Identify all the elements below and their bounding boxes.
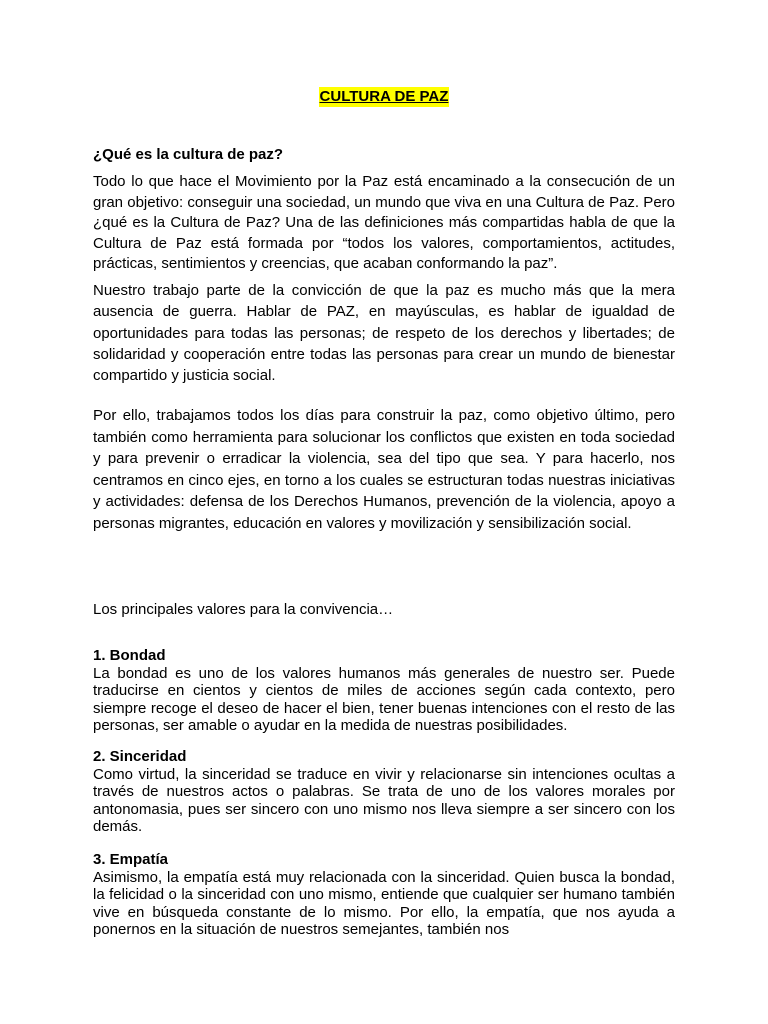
value-heading: 3. Empatía bbox=[93, 851, 169, 868]
section-question-heading: ¿Qué es la cultura de paz? bbox=[93, 146, 284, 163]
paragraph-work-axes: Por ello, trabajamos todos los días para construir la paz, como objetivo último, pero también como herramienta para solucionar los conflictos que existen en toda sociedad y para prevenir o erradicar la violencia, sea del tipo que sea. Y para hacerlo, nos centramos en cinco ejes, en torno a los cuales se estructuran todas nuestras iniciativas y actividades: defensa de los Derechos Humanos, prevención de la violencia, apoyo a personas migrantes, educación en valores y movilización y sensibilización social. bbox=[93, 407, 675, 532]
paragraph-conviction: Nuestro trabajo parte de la convicción de que la paz es mucho más que la mera ausencia de guerra. Hablar de PAZ, en mayúsculas, es hablar de igualdad de oportunidades para todas las personas; de respeto de los derechos y libertades; de solidaridad y cooperación entre todas las personas para crear un mundo de bienestar compartido y justicia social. bbox=[93, 282, 675, 385]
value-text: La bondad es uno de los valores humanos más generales de nuestro ser. Puede traducirse en cientos y cientos de miles de acciones según cada contexto, pero siempre recoge el deseo de hacer el bien, tener buenas intenciones con el resto de las personas, ser amable o ayudar en la medida de nuestras posibilidades. bbox=[93, 664, 675, 734]
paragraph-definition: Todo lo que hace el Movimiento por la Paz está encaminado a la consecución de un gran objetivo: conseguir una sociedad, un mundo que viva en una Cultura de Paz. Pero ¿qué es la Cultura de Paz? Una de las definiciones más compartidas habla de que la Cultura de Paz está formada por “todos los valores, comportamientos, actitudes, prácticas, sentimientos y creencias, que acaban conformando la paz”. bbox=[93, 173, 675, 272]
values-intro: Los principales valores para la convivencia… bbox=[93, 601, 394, 618]
value-text: Asimismo, la empatía está muy relacionada con la sinceridad. Quien busca la bondad, la felicidad o la sinceridad con uno mismo, entiende que cualquier ser humano también vive en búsqueda constante de lo mismo. Por ello, la empatía, que nos ayuda a ponernos en la situación de nuestros semejantes, también nos bbox=[93, 868, 675, 938]
value-section-empatia bbox=[93, 851, 675, 939]
value-text: Como virtud, la sinceridad se traduce en vivir y relacionarse sin intenciones ocultas a través de nuestros actos o palabras. Se trata de uno de los valores morales por antonomasia, pues ser sincero con uno mismo nos lleva siempre a ser sincero con los demás. bbox=[93, 765, 675, 835]
value-section-bondad bbox=[93, 647, 675, 735]
value-heading: 1. Bondad bbox=[93, 647, 166, 664]
value-heading: 2. Sinceridad bbox=[93, 748, 187, 765]
document-title: CULTURA DE PAZ bbox=[319, 88, 449, 105]
title-container bbox=[0, 87, 768, 107]
value-section-sinceridad bbox=[93, 748, 675, 836]
